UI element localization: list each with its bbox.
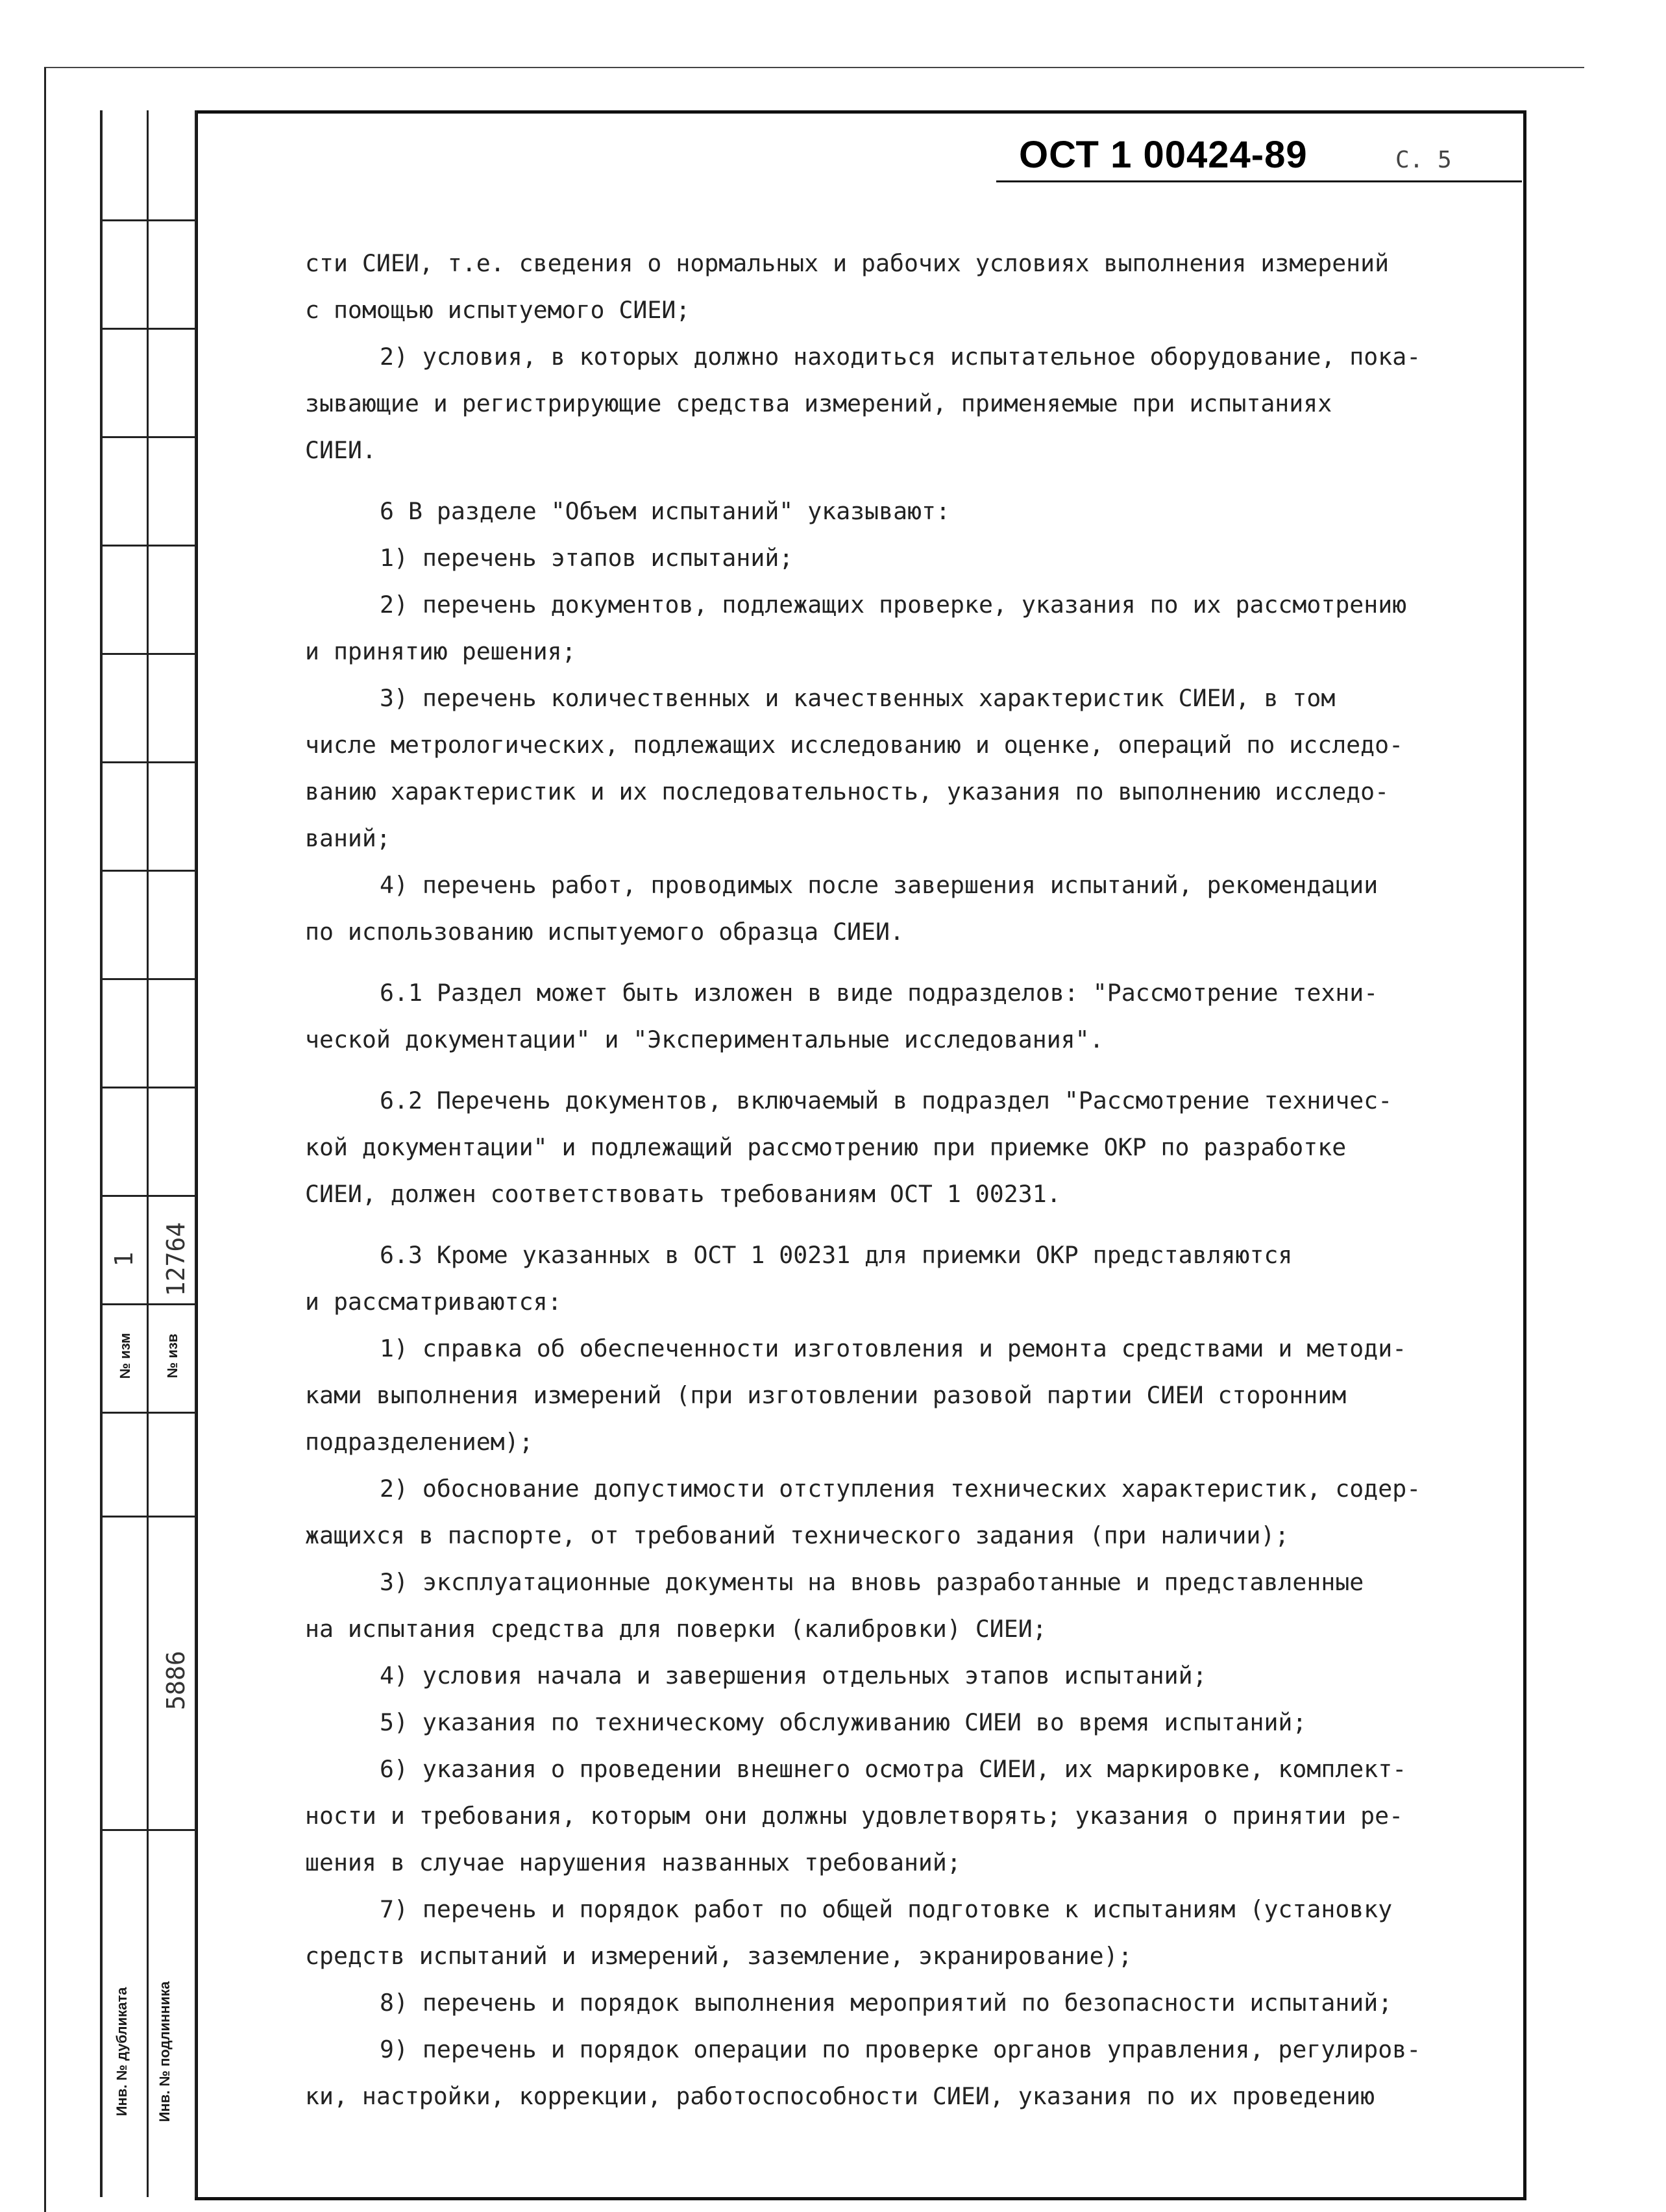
strip-divider [100, 436, 195, 438]
text-line: 2) условия, в которых должно находиться испытательное оборудование, пока- [380, 343, 1421, 371]
strip-divider [100, 870, 195, 872]
strip-divider [100, 761, 195, 763]
strip-column-left [100, 110, 149, 2197]
text-line: подразделением); [305, 1428, 533, 1456]
body-text [305, 240, 1467, 2120]
text-line: ки, настройки, коррекции, работоспособности СИЕИ, указания по их проведению [305, 2082, 1375, 2110]
strip-divider [100, 1516, 195, 1518]
strip-divider [100, 978, 195, 980]
clause-6-2: 6.2 Перечень документов, включаемый в подраздел "Рассмотрение техничес- [380, 1087, 1393, 1114]
text-line: 4) условия начала и завершения отдельных этапов испытаний; [380, 1662, 1207, 1690]
text-line: 1) справка об обеспеченности изготовления и ремонта средствами и методи- [380, 1334, 1407, 1362]
text-line: ванию характеристик и их последовательность, указания по выполнению исследо- [305, 778, 1390, 805]
strip-divider [100, 545, 195, 547]
text-line: и принятию решения; [305, 637, 576, 665]
text-line: СИЕИ. [305, 436, 376, 464]
podl-label: Инв. № подлинника [156, 1981, 173, 2122]
strip-divider [100, 1412, 195, 1414]
text-line: 9) перечень и порядок операции по проверке органов управления, регулиров- [380, 2035, 1421, 2063]
clause-6-1: 6.1 Раздел может быть изложен в виде подразделов: "Рассмотрение техни- [380, 979, 1378, 1007]
text-line: 5) указания по техническому обслуживанию СИЕИ во время испытаний; [380, 1708, 1307, 1736]
text-line: сти СИЕИ, т.е. сведения о нормальных и рабочих условиях выполнения измерений [305, 249, 1390, 277]
strip-divider [100, 1195, 195, 1197]
text-line: ками выполнения измерений (при изготовлении разовой партии СИЕИ сторонним [305, 1381, 1347, 1409]
strip-divider [100, 219, 195, 221]
text-line: 3) перечень количественных и качественных характеристик СИЕИ, в том [380, 684, 1336, 712]
text-line: шения в случае нарушения названных требований; [305, 1849, 961, 1876]
text-line: 4) перечень работ, проводимых после завершения испытаний, рекомендации [380, 871, 1378, 899]
section-heading: 6 В разделе "Объем испытаний" указывают: [380, 497, 950, 525]
strip-column-right [144, 110, 197, 2197]
text-line: 2) перечень документов, подлежащих проверке, указания по их рассмотрению [380, 591, 1407, 619]
izm-label: № изм [117, 1333, 133, 1379]
text-line: жащихся в паспорте, от требований технического задания (при наличии); [305, 1521, 1290, 1549]
strip-divider [100, 328, 195, 330]
text-line: 3) эксплуатационные документы на вновь разработанные и представленные [380, 1568, 1364, 1596]
izm-value: 1 [110, 1251, 138, 1267]
clause-6-3: 6.3 Кроме указанных в ОСТ 1 00231 для приемки ОКР представляются [380, 1241, 1293, 1269]
text-line: и рассматриваются: [305, 1288, 562, 1316]
text-line: 1) перечень этапов испытаний; [380, 544, 794, 572]
text-line: 6) указания о проведении внешнего осмотра СИЕИ, их маркировке, комплект- [380, 1755, 1407, 1783]
izv-label: № изв [164, 1333, 180, 1379]
izv-value: 12764 [162, 1222, 190, 1297]
text-line: числе метрологических, подлежащих исследованию и оценке, операций по исследо- [305, 731, 1404, 759]
text-line: 2) обоснование допустимости отступления технических характеристик, содер- [380, 1475, 1421, 1503]
text-line: зывающие и регистрирующие средства измерений, применяемые при испытаниях [305, 389, 1332, 417]
text-line: 8) перечень и порядок выполнения мероприятий по безопасности испытаний; [380, 1989, 1393, 2017]
text-line: ческой документации" и "Экспериментальные исследования". [305, 1026, 1104, 1053]
page-number: С. 5 [1395, 147, 1452, 173]
text-line: средств испытаний и измерений, заземление, экранирование); [305, 1942, 1133, 1970]
strip-divider [100, 1829, 195, 1831]
podl-value: 5886 [162, 1651, 190, 1710]
text-line: ваний; [305, 824, 391, 852]
document-code: ОСТ 1 00424-89 [1019, 134, 1308, 176]
text-line: по использованию испытуемого образца СИЕИ. [305, 918, 904, 946]
binding-strip [100, 110, 195, 2197]
text-line: на испытания средства для поверки (калибровки) СИЕИ; [305, 1615, 1047, 1643]
text-line: СИЕИ, должен соответствовать требованиям ОСТ 1 00231. [305, 1180, 1061, 1208]
strip-divider [100, 653, 195, 655]
header-rule [996, 180, 1522, 182]
dubl-label: Инв. № дубликата [114, 1987, 130, 2117]
text-line: 7) перечень и порядок работ по общей подготовке к испытаниям (установку [380, 1895, 1393, 1923]
text-line: кой документации" и подлежащий рассмотрению при приемке ОКР по разработке [305, 1133, 1347, 1161]
text-line: с помощью испытуемого СИЕИ; [305, 296, 691, 324]
text-line: ности и требования, которым они должны удовлетворять; указания о принятии ре- [305, 1802, 1404, 1830]
strip-divider [100, 1087, 195, 1088]
